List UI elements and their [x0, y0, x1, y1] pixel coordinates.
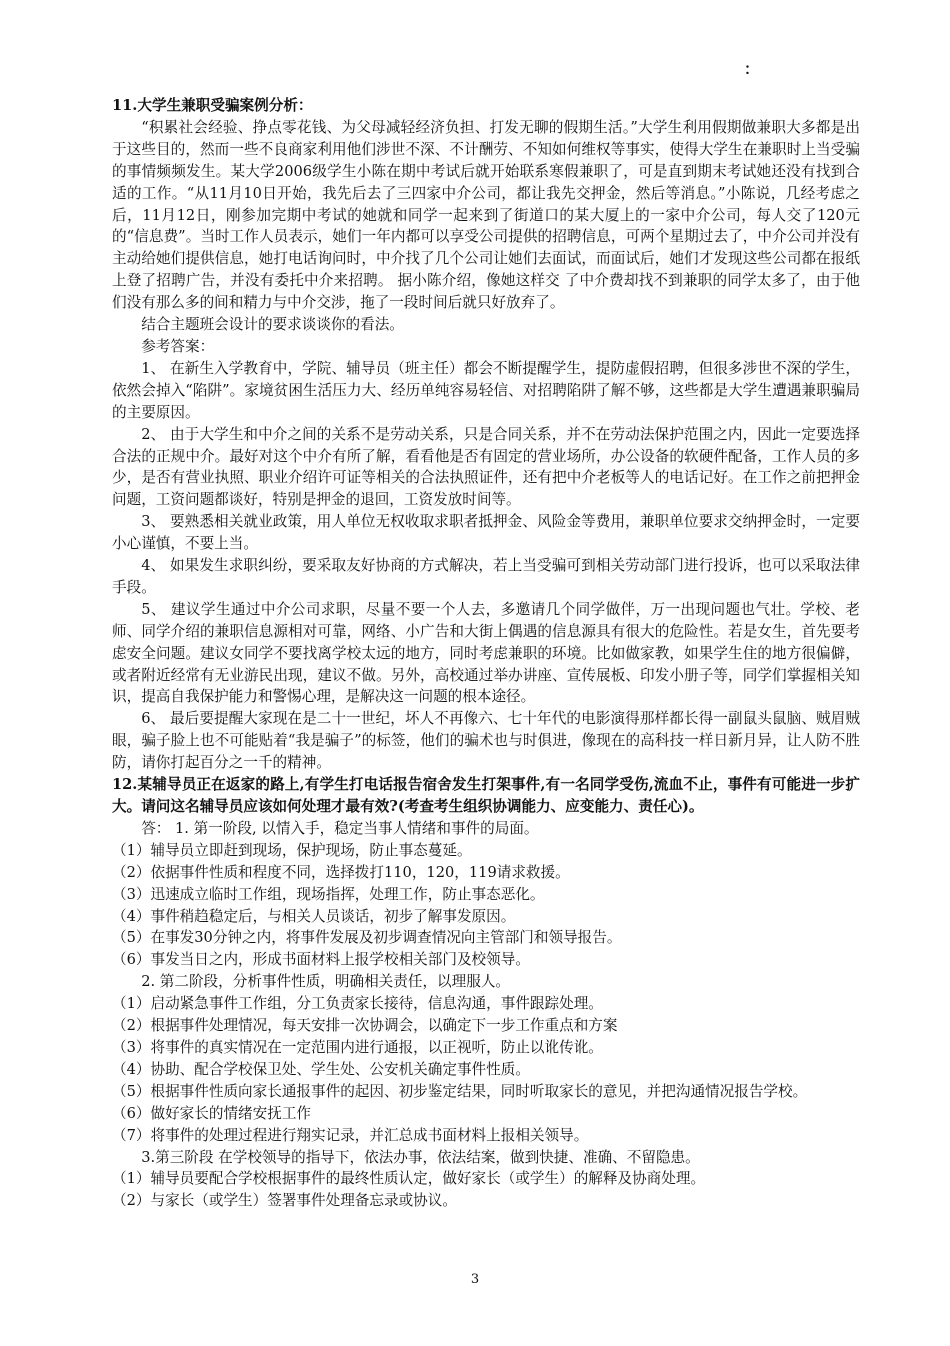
answer-item: 4、 如果发生求职纠纷，要采取友好协商的方式解决，若上当受骗可到相关劳动部门进行投诉，也可以采取法律手段。: [112, 557, 860, 596]
answer-item: 3、 要熟悉相关就业政策，用人单位无权收取求职者抵押金、风险金等费用，兼职单位要求交纳押金时，一定要小心谨慎，不要上当。: [112, 513, 860, 553]
stage-1-item: （3）迅速成立临时工作组，现场指挥，处理工作，防止事态恶化。: [112, 885, 545, 903]
section-12-title: 12.某辅导员正在返家的路上,有学生打电话报告宿舍发生打架事件,有一名同学受伤,流血不止，事件有可能进一步扩大。请问这名辅导员应该如何处理才最有效?(考查考生组织协调能力、应变能力、责任心)。: [112, 776, 860, 815]
case-paragraph: “积累社会经验、挣点零花钱、为父母减轻经济负担、打发无聊的假期生活。”大学生利用假期做兼职大多都是出于这些目的，然而一些不良商家利用他们涉世不深、不计酬劳、不知如何维权等事实，使得大学生在兼职时上当受骗的事情频频发生。某大学2006级学生小陈在期中考试后就开始联系寒假兼职了，可是直到期末考试她还没有找到合适的工作。“从11月10日开始，我先后去了三四家中介公司，都让我先交押金，然后等消息。”小陈说，几经考虑之后，11月12日，刚参加完期中考试的她就和同学一起来到了街道口的某大厦上的一家中介公司，每人交了120元的“信息费”。当时工作人员表示，她们一年内都可以享受公司提供的招聘信息，可两个星期过去了，中介公司并没有主动给她们提供信息，她打电话询问时，中介找了几个公司让她们去面试，而面试后，她们才发现这些公司都在报纸上登了招聘广告，并没有委托中介来招聘。 据小陈介绍，像她这样交 了中介费却找不到兼职的同学太多了，由于他们没有那么多的间和精力与中介交涉，拖了一段时间后就只好放弃了。: [112, 118, 860, 312]
stage-1-item: （5）在事发30分钟之内，将事件发展及初步调查情况向主管部门和领导报告。: [112, 929, 622, 947]
answer-item: 1、 在新生入学教育中，学院、辅导员（班主任）都会不断提醒学生，提防虚假招聘，但很多涉世不深的学生，依然会掉入“陷阱”。家境贫困生活压力大、经历单纯容易轻信、对招聘陷阱了解不够，这些都是大学生遭遇兼职骗局的主要原因。: [112, 359, 860, 421]
stage-1-item: （1）辅导员立即赶到现场，保护现场，防止事态蔓延。: [112, 841, 472, 859]
section-11-title: 11.大学生兼职受骗案例分析：: [112, 97, 313, 114]
stage-1-item: （2）依据事件性质和程度不同，选择拨打110，120，119请求救援。: [112, 863, 570, 881]
answer-item: 6、 最后要提醒大家现在是二十一世纪，坏人不再像六、七十年代的电影演得那样都长得一副鼠头鼠脑、贼眉贼眼，骗子脸上也不可能贴着“我是骗子”的标签，他们的骗术也与时俱进，像现在的高科技一样日新月异，让人防不胜防，请你打起百分之一千的精神。: [112, 710, 860, 772]
stage-2-item: （2）根据事件处理情况，每天安排一次协调会，以确定下一步工作重点和方案: [112, 1017, 618, 1035]
document-body: [112, 95, 860, 1212]
page-number: 3: [470, 1272, 480, 1287]
stage-2-item: （3）将事件的真实情况在一定范围内进行通报，以正视听，防止以讹传讹。: [112, 1038, 603, 1056]
stage-1-item: （6）事发当日之内，形成书面材料上报学校相关部门及校领导。: [112, 951, 530, 969]
stage-2-item: （6）做好家长的情绪安抚工作: [112, 1104, 312, 1122]
stage-2-item: （1）启动紧急事件工作组，分工负责家长接待，信息沟通，事件跟踪处理。: [112, 995, 603, 1013]
answer-item: 2、 由于大学生和中介之间的关系不是劳动关系，只是合同关系，并不在劳动法保护范围之内，因此一定要选择合法的正规中介。最好对这个中介有所了解，看看他是否有固定的营业场所，办公设备的软硬件配备，工作人员的多少，是否有营业执照、职业介绍许可证等相关的合法执照证件，还有把中介老板等人的电话记好。在工作之前把押金问题，工资问题都谈好，特别是押金的退回，工资发放时间等。: [112, 425, 860, 509]
stage-2-item: （7）将事件的处理过程进行翔实记录，并汇总成书面材料上报相关领导。: [112, 1126, 589, 1144]
stage-1-item: （4）事件稍趋稳定后，与相关人员谈话，初步了解事发原因。: [112, 907, 516, 925]
stage-3-item: （2）与家长（或学生）签署事件处理备忘录或协议。: [112, 1192, 457, 1210]
answer-label: 参考答案：: [141, 337, 215, 355]
answer-item: 5、 建议学生通过中介公司求职，尽量不要一个人去，多邀请几个同学做伴，万一出现问题也气壮。学校、老师、同学介绍的兼职信息源相对可靠，网络、小广告和大街上偶遇的信息源具有很大的危险性。若是女生，首先要考虑安全问题。建议女同学不要找离学校太远的地方，同时考虑兼职的环境。比如做家教，如果学生住的地方很偏僻，或者附近经常有无业游民出现，建议不做。另外，高校通过举办讲座、宣传展板、印发小册子等，同学们掌握相关知识，提高自我保护能力和警惕心理，是解决这一问题的根本途径。: [112, 600, 860, 706]
stage-3-item: （1）辅导员要配合学校根据事件的最终性质认定，做好家长（或学生）的解释及协商处理。: [112, 1170, 706, 1188]
stage-1-heading: 答： 1. 第一阶段, 以情入手，稳定当事人情绪和事件的局面。: [141, 819, 539, 837]
stage-3-heading: 3.第三阶段 在学校领导的指导下，依法办事，依法结案，做到快捷、准确、不留隐患。: [141, 1148, 700, 1166]
stage-2-heading: 2. 第二阶段，分析事件性质，明确相关责任，以理服人。: [141, 973, 511, 991]
corner-mark: ：: [744, 60, 760, 78]
question-text: 结合主题班会设计的要求谈谈你的看法。: [141, 316, 404, 334]
stage-2-item: （4）协助、配合学校保卫处、学生处、公安机关确定事件性质。: [112, 1060, 530, 1078]
stage-2-item: （5）根据事件性质向家长通报事件的起因、初步鉴定结果，同时听取家长的意见，并把沟通情况报告学校。: [112, 1082, 808, 1100]
